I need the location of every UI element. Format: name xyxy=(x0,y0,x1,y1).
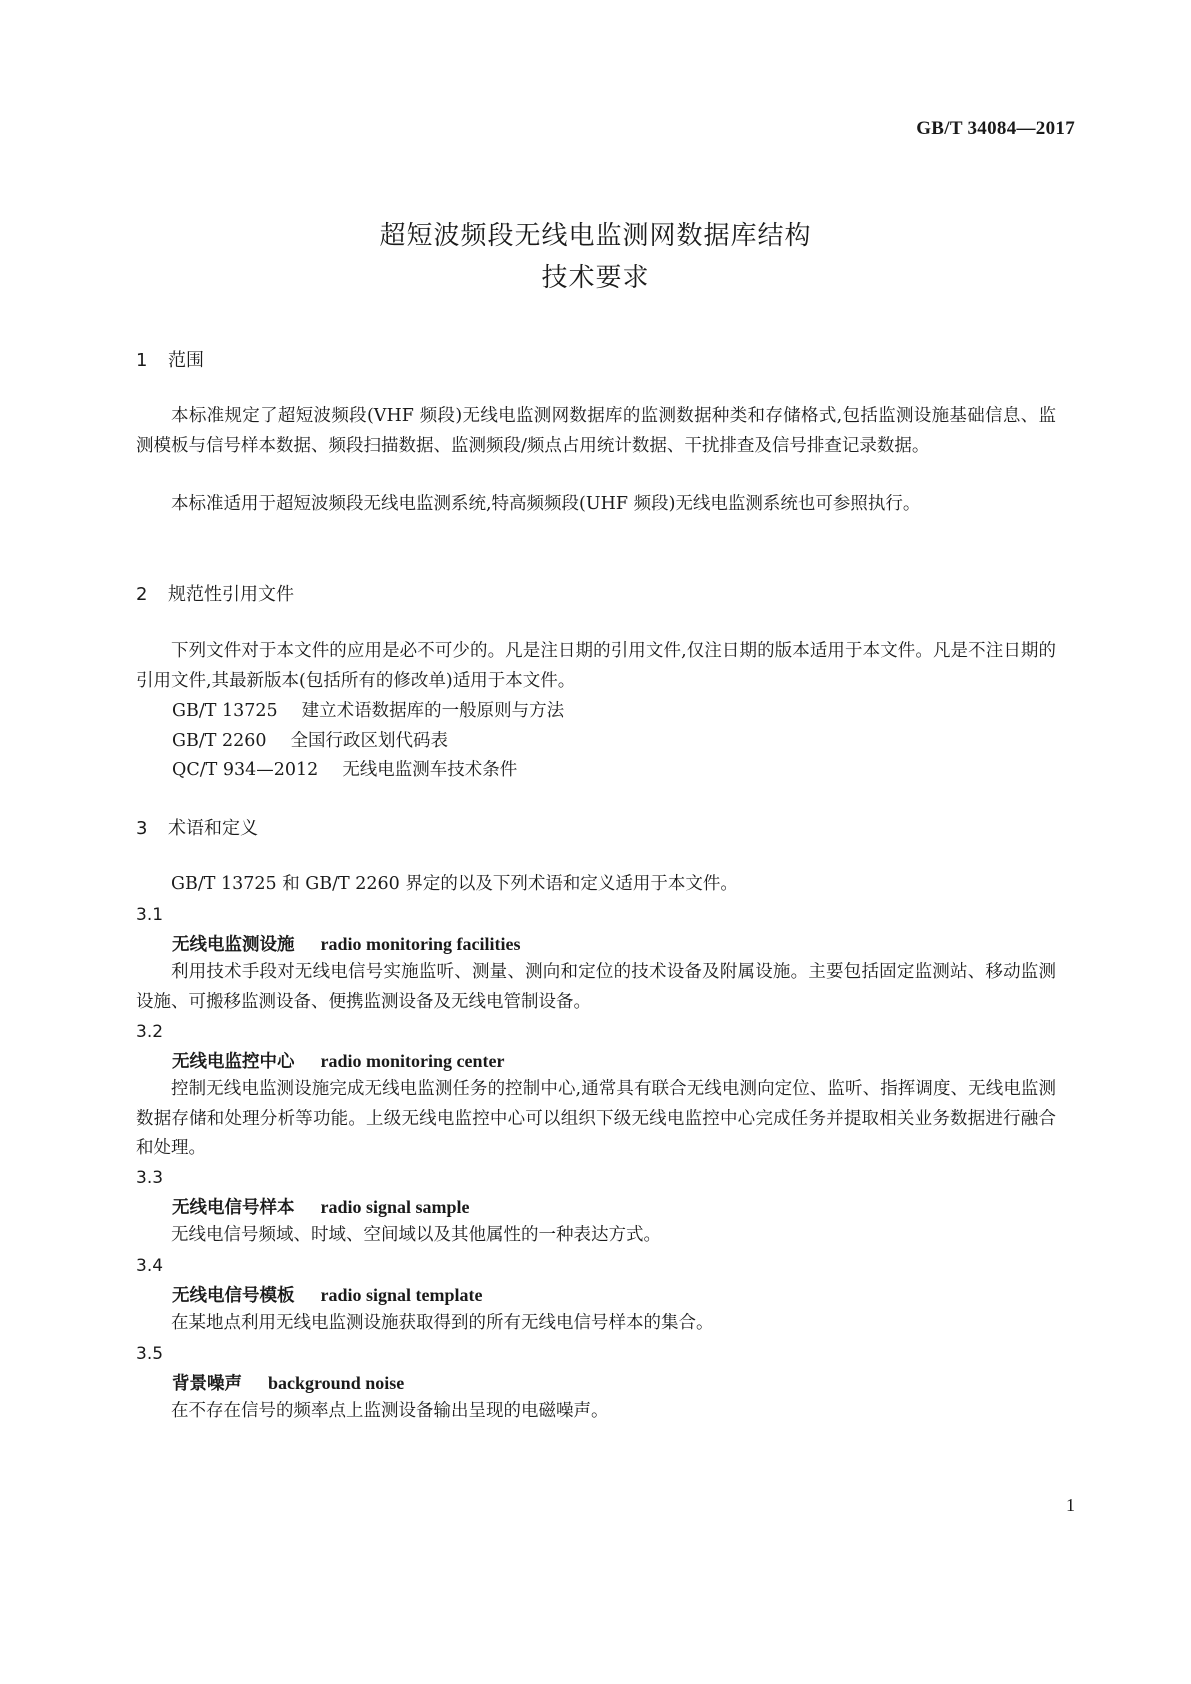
section-number: 1 xyxy=(136,350,148,371)
section-number: 2 xyxy=(136,584,148,605)
section-title: 术语和定义 xyxy=(168,818,258,839)
page-number: 1 xyxy=(1066,1495,1075,1515)
term-english: radio signal template xyxy=(320,1285,483,1305)
term-definition: 在某地点利用无线电监测设施获取得到的所有无线电信号样本的集合。 xyxy=(171,1313,714,1333)
term-entry xyxy=(172,1194,470,1219)
term-entry xyxy=(172,931,520,956)
clause-number: 3.2 xyxy=(136,1022,164,1042)
term-definition: 在不存在信号的频率点上监测设备输出呈现的电磁噪声。 xyxy=(171,1401,609,1421)
reference-item xyxy=(172,697,564,722)
reference-item xyxy=(172,756,517,781)
reference-title: 无线电监测车技术条件 xyxy=(342,760,518,780)
reference-code: QC/T 934—2012 xyxy=(172,760,319,780)
section-number: 3 xyxy=(136,818,148,839)
term-english: radio monitoring facilities xyxy=(320,934,521,954)
reference-title: 全国行政区划代码表 xyxy=(290,731,449,751)
document-title-line1: 超短波频段无线电监测网数据库结构 xyxy=(379,221,812,251)
term-entry xyxy=(172,1282,483,1307)
term-chinese: 无线电信号样本 xyxy=(172,1198,295,1218)
term-entry xyxy=(172,1048,504,1073)
section-1-paragraph-1: 本标准规定了超短波频段(VHF 频段)无线电监测网数据库的监测数据种类和存储格式,包括监测设施基础信息、监测模板与信号样本数据、频段扫描数据、监测频段/频点占用统计数据、干扰排查及信号排查记录数据。 xyxy=(136,406,1056,456)
section-2-heading xyxy=(136,580,294,606)
term-english: radio signal sample xyxy=(320,1197,470,1217)
term-chinese: 无线电监控中心 xyxy=(172,1052,295,1072)
section-2-intro: 下列文件对于本文件的应用是必不可少的。凡是注日期的引用文件,仅注日期的版本适用于本文件。凡是不注日期的引用文件,其最新版本(包括所有的修改单)适用于本文件。 xyxy=(136,641,1056,691)
clause-number: 3.5 xyxy=(136,1344,164,1364)
term-definition: 无线电信号频域、时域、空间域以及其他属性的一种表达方式。 xyxy=(171,1225,661,1245)
clause-number: 3.1 xyxy=(136,905,164,925)
document-title-line2: 技术要求 xyxy=(541,263,650,293)
term-english: background noise xyxy=(268,1373,405,1393)
term-english: radio monitoring center xyxy=(320,1051,505,1071)
term-entry xyxy=(172,1370,404,1395)
section-1-heading xyxy=(136,346,204,372)
section-title: 范围 xyxy=(168,350,204,371)
section-title: 规范性引用文件 xyxy=(168,584,294,605)
term-definition: 利用技术手段对无线电信号实施监听、测量、测向和定位的技术设备及附属设施。主要包括固定监测站、移动监测设施、可搬移监测设备、便携监测设备及无线电管制设备。 xyxy=(136,962,1056,1012)
section-3-intro: GB/T 13725 和 GB/T 2260 界定的以及下列术语和定义适用于本文件。 xyxy=(171,874,738,894)
term-chinese: 背景噪声 xyxy=(172,1374,242,1394)
term-chinese: 无线电信号模板 xyxy=(172,1286,295,1306)
reference-title: 建立术语数据库的一般原则与方法 xyxy=(301,701,565,721)
clause-number: 3.3 xyxy=(136,1168,164,1188)
reference-item xyxy=(172,727,448,752)
section-1-paragraph-2: 本标准适用于超短波频段无线电监测系统,特高频频段(UHF 频段)无线电监测系统也可参照执行。 xyxy=(171,494,921,514)
term-chinese: 无线电监测设施 xyxy=(172,935,295,955)
term-definition: 控制无线电监测设施完成无线电监测任务的控制中心,通常具有联合无线电测向定位、监听、指挥调度、无线电监测数据存储和处理分析等功能。上级无线电监控中心可以组织下级无线电监控中心完成任务并提取相关业务数据进行融合和处理。 xyxy=(136,1079,1056,1158)
standard-number: GB/T 34084—2017 xyxy=(916,118,1075,139)
section-3-heading xyxy=(136,814,258,840)
reference-code: GB/T 2260 xyxy=(172,731,267,751)
reference-code: GB/T 13725 xyxy=(172,701,278,721)
clause-number: 3.4 xyxy=(136,1256,164,1276)
